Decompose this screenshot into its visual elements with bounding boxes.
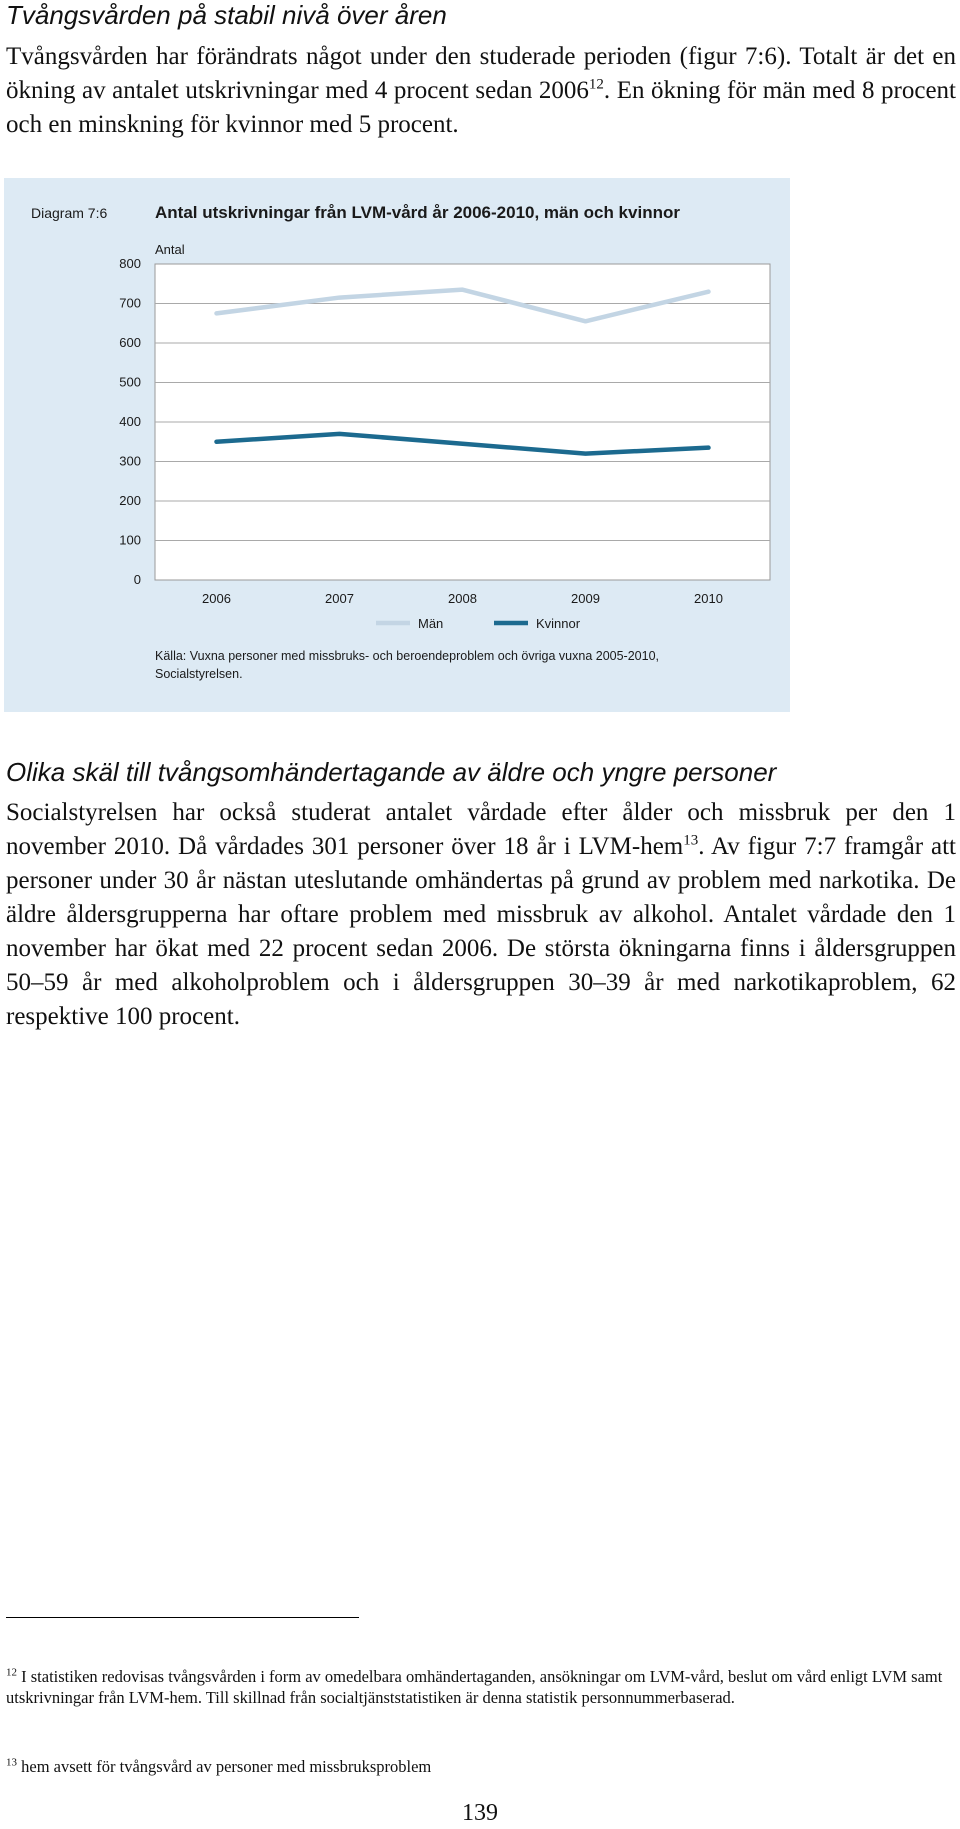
data-point [584, 452, 588, 456]
data-point [215, 440, 219, 444]
y-tick-label: 400 [119, 414, 141, 429]
x-tick-label: 2009 [571, 591, 600, 606]
footnote-divider [6, 1617, 359, 1618]
paragraph-1-text-b: . En ökning för män med 8 procent och en minskning för kvinnor med 5 procent. [6, 77, 956, 138]
plot-area [119, 256, 770, 631]
y-tick-label: 500 [119, 374, 141, 390]
footnote-text: I statistiken redovisas tvångsvården i form av omedelbara omhändertaganden, ansökningar om LVM-vård, beslut om vård enligt LVM samt utskrivningar från LVM-hem. Till skillnad från socialtjänststatistiken är denna statistik personnummerbaserad. [6, 1667, 943, 1707]
section-heading-1: Tvångsvården på stabil nivå över åren [6, 0, 447, 30]
y-tick-label: 100 [119, 532, 141, 548]
footnote-ref-13[interactable]: 13 [683, 832, 699, 849]
chart-label: Diagram 7:6 [31, 205, 108, 221]
footnote-text: hem avsett för tvångsvård av personer med missbruksproblem [21, 1757, 432, 1776]
y-tick-label: 800 [119, 256, 141, 271]
data-point [584, 319, 588, 323]
data-point [338, 296, 342, 300]
x-tick-label: 2006 [202, 591, 231, 606]
footnote-12 [6, 1666, 956, 1708]
x-tick-label: 2010 [694, 591, 723, 606]
footnote-13 [6, 1756, 956, 1777]
data-point [707, 446, 711, 450]
page-number: 139 [462, 1800, 498, 1826]
source-note-line-1: Källa: Vuxna personer med missbruks- och beroendeproblem och övriga vuxna 2005-2010, [155, 649, 659, 663]
line-chart [4, 178, 790, 712]
data-point [338, 432, 342, 436]
x-tick-label: 2007 [325, 591, 354, 606]
paragraph-2 [6, 796, 956, 1034]
source-note-line-2: Socialstyrelsen. [155, 667, 243, 681]
paragraph-2-text-a: Socialstyrelsen har också studerat antalet vårdade efter ålder och missbruk per den 1 november 2010. Då vårdades 301 personer över 18 år i LVM-hem [6, 799, 956, 860]
footnote-number: 13 [6, 1756, 17, 1769]
footnote-number: 12 [6, 1666, 17, 1679]
data-point [461, 288, 465, 292]
footnote-ref-12[interactable]: 12 [588, 76, 604, 93]
chart-panel [4, 178, 790, 712]
y-tick-label: 300 [119, 453, 141, 469]
y-axis-label: Antal [155, 242, 185, 257]
y-tick-label: 600 [119, 335, 141, 350]
legend-label: Kvinnor [536, 616, 581, 631]
x-tick-label: 2008 [448, 591, 477, 606]
chart-title: Antal utskrivningar från LVM-vård år 2006-2010, män och kvinnor [155, 203, 680, 222]
paragraph-1-text-a: Tvångsvården har förändrats något under den studerade perioden (figur 7:6). Totalt är det en ökning av antalet utskrivningar med 4 procent sedan 2006 [6, 43, 956, 104]
legend-label: Män [418, 616, 444, 631]
section-heading-2: Olika skäl till tvångsomhändertagande av äldre och yngre personer [6, 757, 777, 787]
paragraph-1 [6, 40, 956, 142]
paragraph-2-text-b: . Av figur 7:7 framgår att personer under 30 år nästan uteslutande omhändertas på grund av problem med narkotika. De äldre åldersgrupperna har oftare problem med missbruk av alkohol. Antalet vårdade den 1 november har ökat med 22 procent sedan 2006. De största ökningarna finns i åldersgruppen 50–59 år med alkoholproblem och i åldersgruppen 30–39 år med narkotikaproblem, 62 respektive 100 procent. [6, 833, 956, 1030]
data-point [707, 290, 711, 294]
y-tick-label: 700 [119, 295, 141, 311]
data-point [215, 312, 219, 316]
y-tick-label: 0 [133, 572, 141, 587]
data-point [461, 442, 465, 446]
y-tick-label: 200 [119, 493, 141, 508]
